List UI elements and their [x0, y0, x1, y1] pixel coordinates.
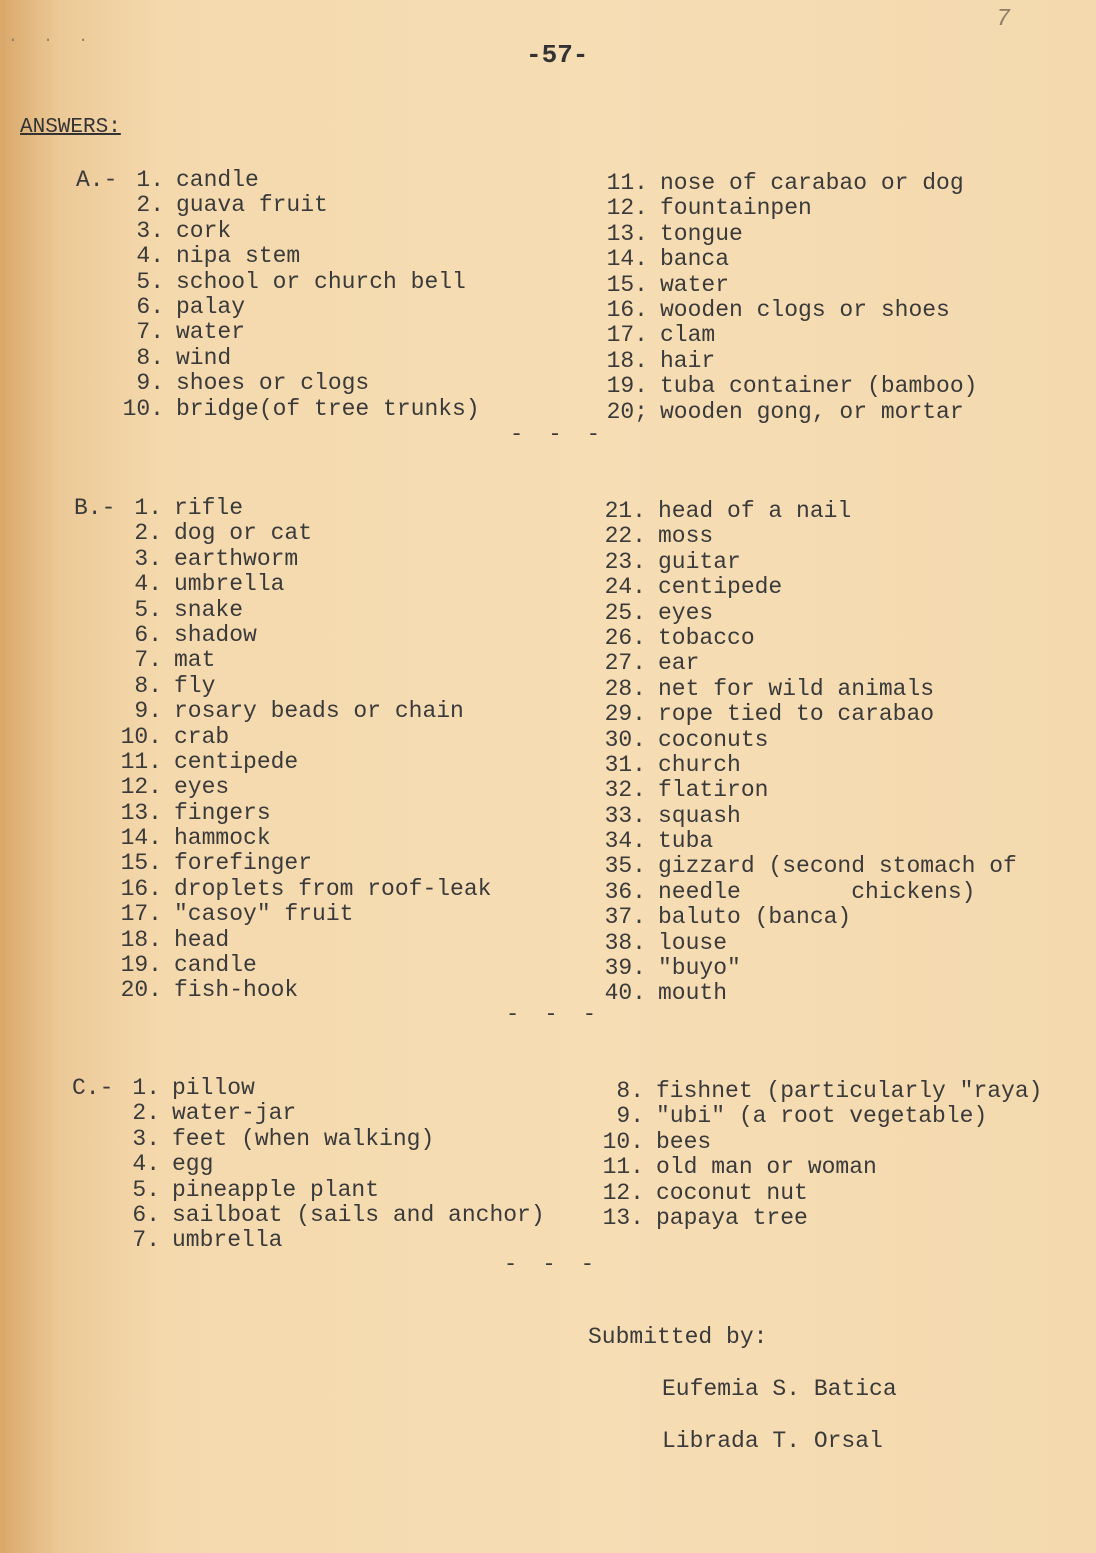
- answer-number: 6.: [132, 1201, 160, 1228]
- answer-number: 33.: [604, 802, 646, 829]
- answer-number: 24.: [604, 574, 646, 601]
- answer-text: ear: [658, 650, 700, 677]
- answer-item: [114, 674, 491, 699]
- edge-marks: . . .: [8, 28, 97, 46]
- answer-item: [594, 1079, 1042, 1104]
- answer-number: 35.: [604, 853, 646, 880]
- answer-text: sailboat (sails and anchor): [172, 1201, 545, 1228]
- answer-text: shoes or clogs: [176, 370, 370, 397]
- answer-number: 16.: [606, 296, 648, 323]
- answer-number: 18.: [606, 347, 648, 374]
- answer-text: wind: [176, 344, 232, 371]
- answer-text: dog or cat: [174, 520, 313, 547]
- answer-item: [114, 699, 491, 724]
- answer-text: school or church bell: [176, 268, 466, 295]
- answer-number: 11.: [606, 170, 648, 196]
- answer-number: 5.: [132, 1176, 160, 1203]
- answer-number: 11.: [602, 1154, 644, 1181]
- answer-item: [600, 171, 977, 196]
- answer-item: [112, 1178, 545, 1203]
- answer-number: 4.: [136, 243, 164, 270]
- answer-item: [114, 648, 491, 673]
- section-c-right-list: [594, 1079, 1042, 1231]
- answer-text: rifle: [174, 495, 244, 521]
- answer-text: net for wild animals: [658, 675, 935, 702]
- answer-item: [594, 1130, 1042, 1155]
- answer-number: 11.: [120, 748, 162, 775]
- answer-number: 6.: [136, 293, 164, 320]
- answer-number: 12.: [120, 774, 162, 801]
- section-a-label: A.-: [76, 167, 118, 193]
- answer-text: centipede: [658, 574, 783, 601]
- answer-number: 15.: [120, 850, 162, 877]
- answer-text: moss: [658, 523, 714, 550]
- answer-item: [118, 346, 480, 371]
- answer-item: [596, 854, 1017, 879]
- answer-number: 7.: [136, 319, 164, 346]
- answer-number: 10.: [122, 395, 164, 422]
- answer-text: candle: [174, 952, 257, 979]
- answer-text: rope tied to carabao: [658, 701, 935, 728]
- answer-text: church: [658, 751, 741, 778]
- answer-item: [114, 928, 491, 953]
- answer-text: centipede: [174, 748, 299, 775]
- answer-number: 18.: [120, 926, 162, 953]
- answer-number: 4.: [134, 571, 162, 598]
- answer-item: [596, 728, 1017, 753]
- answer-number: 23.: [604, 548, 646, 575]
- answer-item: [596, 651, 1017, 676]
- answer-item: [114, 775, 491, 800]
- answer-number: 13.: [120, 799, 162, 826]
- answer-number: 17.: [606, 322, 648, 349]
- answer-number: 13.: [606, 220, 648, 247]
- answer-item: [600, 298, 977, 323]
- answer-item: [596, 753, 1017, 778]
- answer-number: 9.: [134, 698, 162, 725]
- answers-heading: ANSWERS:: [20, 116, 121, 139]
- answer-number: 37.: [604, 904, 646, 931]
- answer-number: 7.: [132, 1227, 160, 1254]
- answer-item: [114, 623, 491, 648]
- answer-text: forefinger: [174, 850, 313, 877]
- answer-number: 21.: [604, 498, 646, 524]
- answer-number: 5.: [134, 596, 162, 623]
- answer-item: [596, 804, 1017, 829]
- answer-number: 14.: [120, 825, 162, 852]
- answer-number: 16.: [120, 875, 162, 902]
- answer-number: 12.: [602, 1179, 644, 1206]
- answer-text: baluto (banca): [658, 904, 852, 931]
- answer-number: 25.: [604, 599, 646, 626]
- answer-item: [596, 524, 1017, 549]
- answer-number: 8.: [134, 672, 162, 699]
- answer-item: [596, 626, 1017, 651]
- answer-text: crab: [174, 723, 230, 750]
- section-a-divider: - - -: [510, 422, 607, 447]
- answer-text: shadow: [174, 621, 257, 648]
- answer-item: [596, 880, 1017, 905]
- answer-item: [114, 902, 491, 927]
- answer-item: [112, 1076, 545, 1101]
- answer-item: [118, 270, 480, 295]
- answer-text: guava fruit: [176, 192, 328, 219]
- answer-item: [600, 196, 977, 221]
- answer-text: coconuts: [658, 726, 769, 753]
- answer-number: 28.: [604, 675, 646, 702]
- answer-item: [112, 1228, 545, 1253]
- answer-item: [114, 598, 491, 623]
- answer-text: water: [176, 319, 246, 346]
- answer-number: 3.: [136, 217, 164, 244]
- answer-text: nose of carabao or dog: [660, 170, 964, 196]
- answer-item: [114, 725, 491, 750]
- answer-text: eyes: [658, 599, 714, 626]
- answer-number: 20;: [606, 398, 648, 425]
- answer-item: [112, 1203, 545, 1228]
- answer-text: fountainpen: [660, 195, 812, 222]
- answer-item: [596, 829, 1017, 854]
- answer-item: [596, 550, 1017, 575]
- answer-number: 34.: [604, 828, 646, 855]
- answer-number: 12.: [606, 195, 648, 222]
- answer-text: head: [174, 926, 230, 953]
- answer-text: "buyo": [658, 955, 741, 982]
- answer-text: guitar: [658, 548, 741, 575]
- answer-item: [114, 978, 491, 1003]
- answer-item: [600, 349, 977, 374]
- answer-item: [112, 1127, 545, 1152]
- answer-item: [596, 601, 1017, 626]
- answer-number: 10.: [602, 1128, 644, 1155]
- answer-text: hammock: [174, 825, 271, 852]
- answer-number: 31.: [604, 751, 646, 778]
- answer-item: [118, 193, 480, 218]
- answer-number: 19.: [120, 952, 162, 979]
- answer-text: eyes: [174, 774, 230, 801]
- answer-text: droplets from roof-leak: [174, 875, 492, 902]
- answer-item: [594, 1155, 1042, 1180]
- answer-text: hair: [660, 347, 716, 374]
- answer-text: squash: [658, 802, 741, 829]
- answer-item: [594, 1181, 1042, 1206]
- section-c-left-list: [112, 1076, 545, 1254]
- submitted-by-label: Submitted by:: [588, 1324, 768, 1350]
- answer-number: 7.: [134, 647, 162, 674]
- answer-item: [596, 702, 1017, 727]
- answer-item: [114, 851, 491, 876]
- answer-text: coconut nut: [656, 1179, 808, 1206]
- answer-text: old man or woman: [656, 1154, 877, 1181]
- answer-text: gizzard (second stomach of: [658, 853, 1017, 880]
- answer-number: 8.: [136, 344, 164, 371]
- answer-text: bees: [656, 1128, 712, 1155]
- answer-number: 9.: [616, 1103, 644, 1130]
- answer-number: 1.: [136, 167, 164, 193]
- answer-item: [114, 826, 491, 851]
- answer-number: 27.: [604, 650, 646, 677]
- answer-item: [600, 323, 977, 348]
- answer-text: tuba container (bamboo): [660, 373, 978, 400]
- section-a-left-list: [118, 168, 480, 422]
- answer-text: umbrella: [172, 1227, 283, 1254]
- answer-text: bridge(of tree trunks): [176, 395, 480, 422]
- answer-number: 20.: [120, 977, 162, 1004]
- answer-number: 9.: [136, 370, 164, 397]
- answer-number: 2.: [134, 520, 162, 547]
- answer-text: wooden gong, or mortar: [660, 398, 964, 425]
- answer-number: 3.: [134, 545, 162, 572]
- answer-item: [118, 219, 480, 244]
- answer-text: cork: [176, 217, 232, 244]
- answer-item: [114, 521, 491, 546]
- answer-text: fly: [174, 672, 216, 699]
- answer-number: 1.: [132, 1075, 160, 1101]
- answer-text: clam: [660, 322, 716, 349]
- answer-item: [112, 1152, 545, 1177]
- answer-text: papaya tree: [656, 1204, 808, 1231]
- answer-text: earthworm: [174, 545, 299, 572]
- answer-number: 13.: [602, 1204, 644, 1231]
- answer-item: [594, 1206, 1042, 1231]
- answer-item: [114, 801, 491, 826]
- answer-text: water-jar: [172, 1100, 297, 1127]
- answer-number: 10.: [120, 723, 162, 750]
- answer-text: egg: [172, 1151, 214, 1178]
- answer-item: [596, 499, 1017, 524]
- answer-text: "ubi" (a root vegetable): [656, 1103, 988, 1130]
- section-b-right-list: [596, 499, 1017, 1007]
- answer-number: 38.: [604, 929, 646, 956]
- answer-item: [596, 981, 1017, 1006]
- answer-text: rosary beads or chain: [174, 698, 464, 725]
- answer-item: [596, 778, 1017, 803]
- answer-item: [118, 295, 480, 320]
- answer-number: 2.: [132, 1100, 160, 1127]
- answer-text: umbrella: [174, 571, 285, 598]
- section-c-label: C.-: [72, 1075, 114, 1101]
- corner-page-mark: 7: [996, 6, 1011, 33]
- answer-number: 1.: [134, 495, 162, 521]
- answer-number: 19.: [606, 373, 648, 400]
- answer-item: [596, 677, 1017, 702]
- answer-text: mouth: [658, 980, 728, 1007]
- page-number: -57-: [526, 40, 589, 70]
- answer-text: banca: [660, 246, 730, 273]
- answer-text: "casoy" fruit: [174, 901, 354, 928]
- answer-item: [118, 244, 480, 269]
- answer-item: [118, 397, 480, 422]
- answer-number: 26.: [604, 624, 646, 651]
- answer-number: 4.: [132, 1151, 160, 1178]
- answer-text: nipa stem: [176, 243, 301, 270]
- answer-number: 5.: [136, 268, 164, 295]
- answer-number: 22.: [604, 523, 646, 550]
- answer-item: [596, 956, 1017, 981]
- answer-number: 17.: [120, 901, 162, 928]
- answer-number: 3.: [132, 1125, 160, 1152]
- answer-text: tobacco: [658, 624, 755, 651]
- section-b-label: B.-: [74, 495, 116, 521]
- answer-text: palay: [176, 293, 246, 320]
- answer-text: flatiron: [658, 777, 769, 804]
- answer-item: [594, 1104, 1042, 1129]
- answer-number: 36.: [604, 878, 646, 905]
- section-c-divider: - - -: [504, 1252, 601, 1277]
- answer-item: [596, 931, 1017, 956]
- answer-item: [114, 547, 491, 572]
- answer-item: [600, 400, 977, 425]
- submitter-name: Librada T. Orsal: [662, 1428, 883, 1454]
- answer-item: [118, 168, 480, 193]
- answer-number: 15.: [606, 271, 648, 298]
- section-a-right-list: [600, 171, 977, 425]
- answer-text: water: [660, 271, 730, 298]
- answer-number: 14.: [606, 246, 648, 273]
- section-b-left-list: [114, 496, 491, 1004]
- answer-number: 8.: [616, 1078, 644, 1104]
- answer-text: head of a nail: [658, 498, 852, 524]
- answer-item: [600, 222, 977, 247]
- submitter-name: Eufemia S. Batica: [662, 1376, 897, 1402]
- answer-item: [596, 575, 1017, 600]
- answer-number: 40.: [604, 980, 646, 1007]
- answer-text: mat: [174, 647, 216, 674]
- answer-number: 6.: [134, 621, 162, 648]
- answer-number: 32.: [604, 777, 646, 804]
- section-b-divider: - - -: [506, 1002, 603, 1027]
- answer-number: 2.: [136, 192, 164, 219]
- answer-item: [114, 750, 491, 775]
- answer-item: [118, 320, 480, 345]
- answer-item: [596, 905, 1017, 930]
- answer-text: louse: [658, 929, 728, 956]
- answer-text: snake: [174, 596, 244, 623]
- answer-text: wooden clogs or shoes: [660, 296, 950, 323]
- answer-item: [114, 877, 491, 902]
- answer-item: [114, 572, 491, 597]
- answer-text: needle chickens): [658, 878, 976, 905]
- answer-text: fingers: [174, 799, 271, 826]
- answer-item: [600, 273, 977, 298]
- answer-number: 30.: [604, 726, 646, 753]
- answer-text: tuba: [658, 828, 714, 855]
- answer-text: feet (when walking): [172, 1125, 435, 1152]
- answer-item: [600, 247, 977, 272]
- answer-text: candle: [176, 167, 259, 193]
- answer-item: [114, 953, 491, 978]
- answer-item: [600, 374, 977, 399]
- answer-item: [112, 1101, 545, 1126]
- answer-item: [114, 496, 491, 521]
- answer-text: pineapple plant: [172, 1176, 380, 1203]
- answer-number: 29.: [604, 701, 646, 728]
- answer-text: pillow: [172, 1075, 255, 1101]
- answer-text: tongue: [660, 220, 743, 247]
- answer-text: fish-hook: [174, 977, 299, 1004]
- answer-number: 39.: [604, 955, 646, 982]
- answer-text: fishnet (particularly "raya): [656, 1078, 1043, 1104]
- answer-item: [118, 371, 480, 396]
